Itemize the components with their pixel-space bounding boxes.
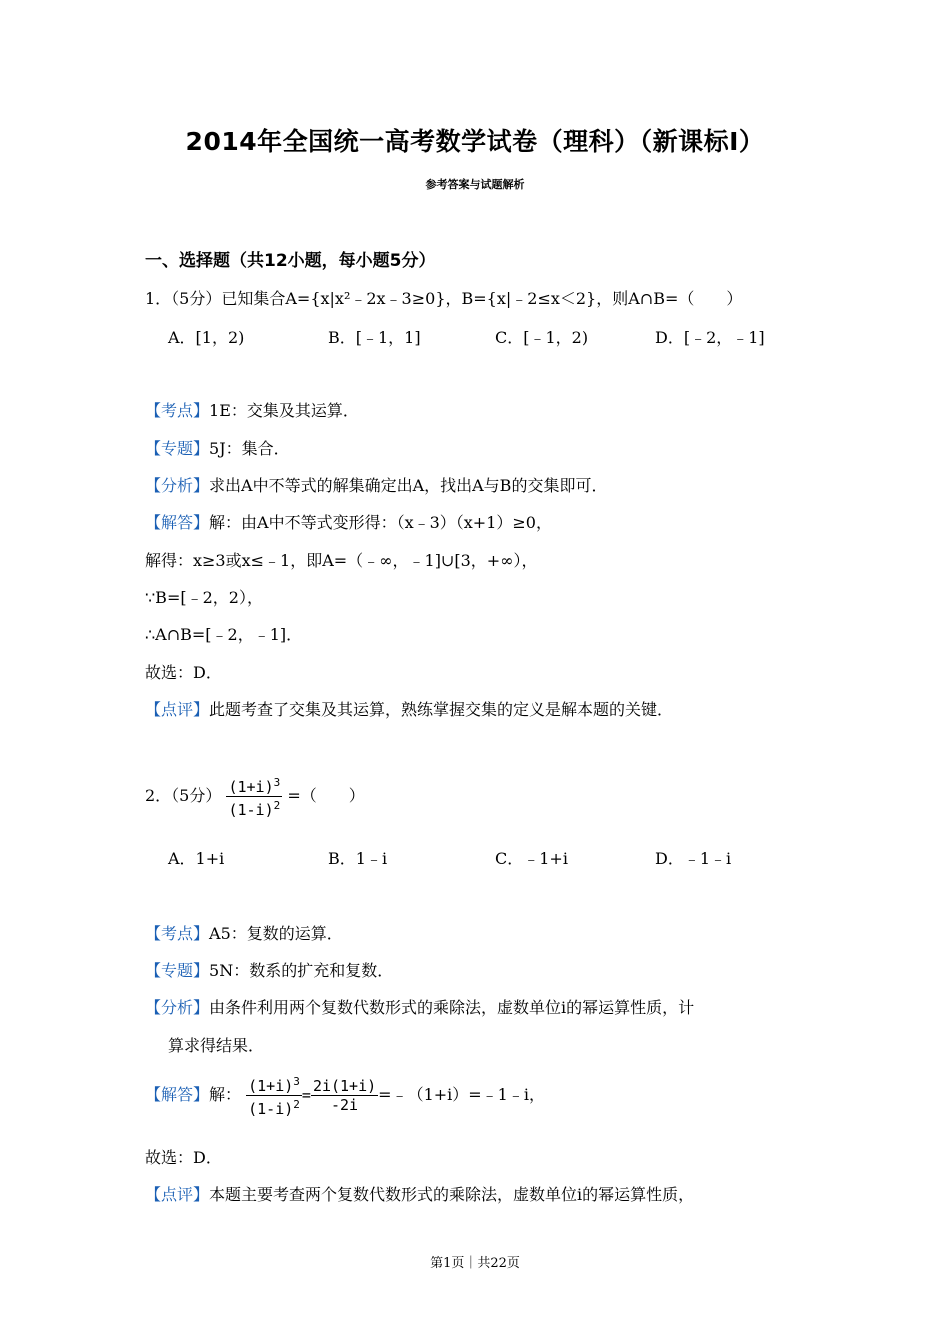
section-heading: 一、选择题（共12小题，每小题5分）: [145, 251, 436, 271]
q2-solution-fraction-1: [246, 1073, 302, 1118]
jieda-tag: 【解答】: [145, 1085, 210, 1104]
q2-frac-num: (1+i): [228, 778, 274, 796]
jieda-tag: 【解答】: [145, 513, 210, 532]
q2-kaodian: [145, 921, 343, 944]
dianping-text: 此题考查了交集及其运算，熟练掌握交集的定义是解本题的关键．: [209, 700, 674, 719]
q2-frac-den-exp: 2: [273, 799, 281, 812]
q2-solution-fraction-2: [311, 1077, 378, 1114]
dianping-tag: 【点评】: [145, 700, 210, 719]
q1-option-d: D．[﹣2，﹣1]: [655, 328, 765, 347]
kaodian-text: 1E：交集及其运算．: [209, 401, 359, 420]
q1-option-a: A．[1，2): [168, 328, 245, 347]
zhuanti-text: 5N：数系的扩充和复数．: [209, 961, 394, 980]
page-footer: 第1页｜共22页: [430, 1256, 520, 1271]
q1-solution-step1: 解得：x≥3或x≤﹣1，即A=（﹣∞，﹣1]∪[3，+∞），: [145, 551, 538, 570]
kaodian-tag: 【考点】: [145, 401, 210, 420]
q2-option-a: A．1+i: [168, 849, 225, 868]
q2-stem: [145, 774, 365, 819]
jieda-suffix: =﹣（1+i）=﹣1﹣i，: [378, 1085, 545, 1104]
q2-sol-frac1-den-exp: 2: [293, 1098, 300, 1111]
fenxi-text: 求出A中不等式的解集确定出A，找出A与B的交集即可．: [209, 476, 608, 495]
q2-stem-suffix: =（ ）: [287, 786, 365, 805]
kaodian-tag: 【考点】: [145, 924, 210, 943]
fenxi-text: 由条件利用两个复数代数形式的乘除法，虚数单位i的幂运算性质，计: [209, 998, 695, 1017]
fenxi-tag: 【分析】: [145, 998, 210, 1017]
q2-dianping: [145, 1182, 694, 1205]
document-subtitle: 参考答案与试题解析: [425, 178, 525, 191]
q2-frac-num-exp: 3: [273, 776, 281, 789]
q2-answer: 故选：D．: [145, 1148, 222, 1167]
q2-fenxi: [145, 995, 694, 1018]
q2-sol-frac1-num: (1+i): [248, 1077, 294, 1095]
q1-option-b: B．[﹣1，1]: [328, 328, 421, 347]
q2-zhuanti: [145, 958, 393, 981]
q2-sol-frac2-den: -2i: [331, 1096, 359, 1114]
jieda-text: 解：由A中不等式变形得：（x﹣3）（x+1）≥0，: [209, 513, 552, 532]
q1-zhuanti: [145, 436, 290, 459]
q2-option-d: D．﹣1﹣i: [655, 849, 732, 868]
q2-sol-frac1-num-exp: 3: [293, 1075, 300, 1088]
fenxi-tag: 【分析】: [145, 476, 210, 495]
q1-answer: 故选：D．: [145, 663, 222, 682]
q2-fraction: [226, 774, 282, 819]
document-title: 2014年全国统一高考数学试卷（理科）（新课标Ⅰ）: [185, 127, 765, 156]
q2-sol-frac2-num: 2i(1+i): [312, 1077, 377, 1095]
q1-option-c: C．[﹣1，2): [495, 328, 589, 347]
q2-frac-den: (1-i): [228, 801, 274, 819]
q1-solution-step3: ∴A∩B=[﹣2，﹣1]．: [145, 625, 303, 644]
q2-jieda: 【解答】解： $\frac{(1+i)^3}{(1-i)^2}$ = $\frac{2i(1+i)}{-2i}$ =﹣（1+i）=﹣1﹣i，: [145, 1075, 545, 1118]
q2-stem-prefix: 2．（5分）: [145, 786, 222, 805]
q2-option-b: B．1﹣i: [328, 849, 388, 868]
dianping-text: 本题主要考查两个复数代数形式的乘除法，虚数单位i的幂运算性质，: [209, 1185, 695, 1204]
zhuanti-text: 5J：集合．: [209, 439, 290, 458]
q1-solution-step2: ∵B=[﹣2，2），: [145, 588, 263, 607]
q1-stem: 1．（5分）已知集合A={x|x²﹣2x﹣3≥0}，B={x|﹣2≤x＜2}，则A∩B=（ ）: [145, 289, 743, 308]
q1-kaodian: [145, 398, 359, 421]
q2-fenxi-continued: 算求得结果．: [168, 1036, 265, 1055]
zhuanti-tag: 【专题】: [145, 439, 210, 458]
q2-option-c: C．﹣1+i: [495, 849, 568, 868]
q1-dianping: [145, 697, 673, 720]
jieda-prefix: 解：: [209, 1085, 242, 1104]
q1-jieda: [145, 510, 552, 533]
kaodian-text: A5：复数的运算．: [209, 924, 343, 943]
q2-sol-frac1-den: (1-i): [248, 1100, 294, 1118]
dianping-tag: 【点评】: [145, 1185, 210, 1204]
zhuanti-tag: 【专题】: [145, 961, 210, 980]
q1-fenxi: [145, 473, 607, 496]
